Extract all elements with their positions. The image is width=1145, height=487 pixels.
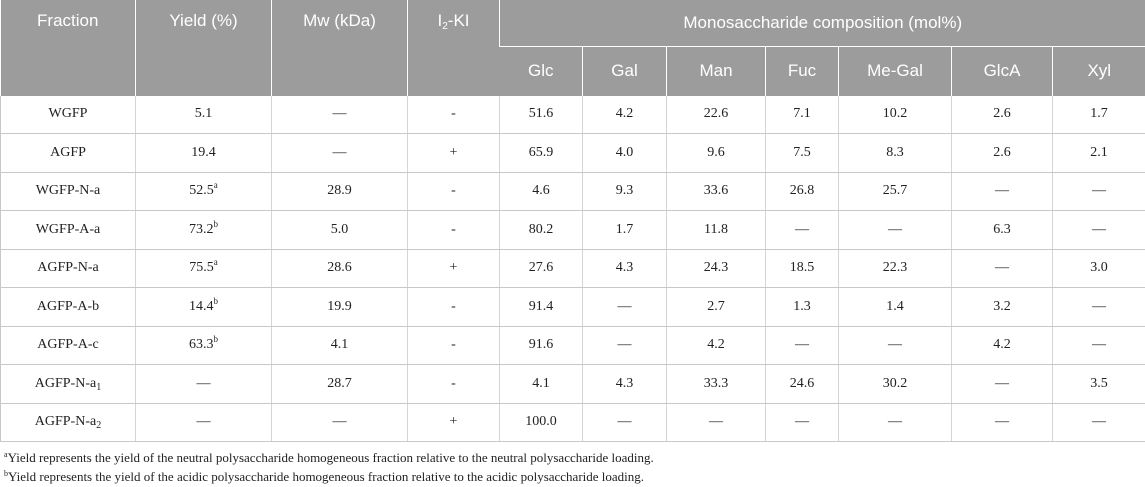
cell-yield-value: 14.4 bbox=[189, 298, 214, 314]
cell-mw bbox=[272, 134, 408, 173]
cell-glca bbox=[952, 96, 1053, 134]
cell-glc bbox=[500, 211, 583, 250]
cell-mw bbox=[272, 172, 408, 211]
cell-glc-value: 4.6 bbox=[532, 183, 550, 199]
cell-me-gal bbox=[839, 134, 952, 173]
cell-yield-value: 5.1 bbox=[194, 106, 213, 122]
cell-man bbox=[667, 172, 766, 211]
cell-fraction bbox=[1, 365, 136, 404]
cell-gal bbox=[583, 403, 667, 442]
cell-fraction bbox=[1, 172, 136, 211]
header-xyl: Xyl bbox=[1053, 46, 1145, 96]
cell-me-gal-value: 22.3 bbox=[882, 260, 908, 276]
table-row bbox=[1, 134, 1145, 173]
cell-yield bbox=[136, 365, 272, 404]
cell-me-gal bbox=[839, 211, 952, 250]
cell-xyl-value: — bbox=[1092, 414, 1106, 430]
cell-gal-value: — bbox=[617, 298, 632, 314]
cell-glc-value: 91.6 bbox=[528, 337, 554, 353]
footnote-text: Yield represents the yield of the neutral polysaccharide homogeneous fraction relative to the neutral polysaccharide loading. bbox=[7, 450, 654, 465]
cell-me-gal bbox=[839, 96, 952, 134]
header-gal: Gal bbox=[583, 46, 667, 96]
cell-glca bbox=[952, 365, 1053, 404]
table-row bbox=[1, 249, 1145, 288]
cell-gal-value: 4.3 bbox=[615, 375, 634, 391]
cell-gal bbox=[583, 96, 667, 134]
cell-yield-value: — bbox=[196, 414, 211, 430]
cell-me-gal bbox=[839, 249, 952, 288]
cell-glca bbox=[952, 326, 1053, 365]
header-iodine-rest: -KI bbox=[447, 11, 470, 30]
cell-glc bbox=[500, 326, 583, 365]
cell-glca-value: 6.3 bbox=[993, 221, 1011, 237]
cell-gal bbox=[583, 134, 667, 173]
cell-yield-value: 19.4 bbox=[191, 144, 216, 160]
cell-yield bbox=[136, 211, 272, 250]
cell-xyl bbox=[1053, 403, 1145, 442]
cell-fraction-value: WGFP-A-a bbox=[35, 221, 101, 237]
cell-fraction-value: AGFP-N-a bbox=[34, 414, 97, 430]
cell-fuc-value: — bbox=[795, 414, 809, 430]
header-iodine-main: I bbox=[437, 11, 443, 30]
cell-xyl-value: 2.1 bbox=[1090, 144, 1108, 160]
cell-fraction-value: AGFP-A-b bbox=[36, 298, 100, 314]
header-me-gal: Me-Gal bbox=[839, 46, 952, 96]
table-row bbox=[1, 288, 1145, 327]
cell-fraction bbox=[1, 249, 136, 288]
cell-me-gal-value: — bbox=[888, 337, 902, 353]
cell-fuc bbox=[766, 326, 839, 365]
cell-xyl-value: — bbox=[1092, 221, 1106, 237]
footnote-mark: b bbox=[4, 469, 8, 478]
cell-xyl bbox=[1053, 211, 1145, 250]
cell-me-gal bbox=[839, 365, 952, 404]
cell-fuc-value: 18.5 bbox=[789, 260, 815, 276]
cell-man bbox=[667, 249, 766, 288]
cell-fuc bbox=[766, 403, 839, 442]
header-man: Man bbox=[667, 46, 766, 96]
cell-fraction bbox=[1, 326, 136, 365]
cell-fraction bbox=[1, 288, 136, 327]
cell-fuc-value: — bbox=[795, 221, 809, 237]
cell-fuc bbox=[766, 211, 839, 250]
cell-xyl bbox=[1053, 288, 1145, 327]
cell-glca-value: — bbox=[995, 183, 1009, 199]
cell-iodine bbox=[408, 365, 500, 404]
cell-xyl bbox=[1053, 96, 1145, 134]
cell-iodine bbox=[408, 134, 500, 173]
cell-glca-value: — bbox=[995, 375, 1009, 391]
cell-fuc bbox=[766, 249, 839, 288]
table-row bbox=[1, 172, 1145, 211]
cell-gal bbox=[583, 288, 667, 327]
cell-fuc-value: 24.6 bbox=[789, 375, 815, 391]
cell-xyl bbox=[1053, 365, 1145, 404]
cell-mw-value: 28.9 bbox=[327, 183, 352, 199]
cell-mw bbox=[272, 96, 408, 134]
cell-man-value: 4.2 bbox=[707, 337, 725, 353]
cell-mw-value: 5.0 bbox=[330, 221, 349, 237]
cell-iodine-value: - bbox=[451, 298, 456, 314]
cell-mw bbox=[272, 249, 408, 288]
cell-gal bbox=[583, 365, 667, 404]
cell-me-gal-value: — bbox=[888, 414, 902, 430]
cell-iodine-value: - bbox=[451, 221, 456, 237]
footnotes bbox=[0, 448, 1145, 486]
cell-xyl bbox=[1053, 326, 1145, 365]
yield-footnote-mark: a bbox=[213, 257, 218, 268]
cell-me-gal-value: 10.2 bbox=[882, 106, 908, 122]
cell-man-value: 24.3 bbox=[703, 260, 729, 276]
cell-gal bbox=[583, 211, 667, 250]
header-composition: Monosaccharide composition (mol%) bbox=[500, 0, 1145, 46]
cell-mw bbox=[272, 326, 408, 365]
cell-xyl-value: — bbox=[1092, 298, 1106, 314]
cell-iodine-value: + bbox=[449, 414, 458, 430]
yield-footnote-mark: a bbox=[213, 180, 218, 191]
cell-man-value: 22.6 bbox=[703, 106, 729, 122]
cell-mw-value: — bbox=[332, 414, 347, 430]
cell-iodine bbox=[408, 326, 500, 365]
cell-me-gal bbox=[839, 403, 952, 442]
footnote-a bbox=[0, 448, 1145, 467]
cell-man-value: — bbox=[709, 414, 723, 430]
header-fraction: Fraction bbox=[1, 0, 136, 96]
cell-gal-value: — bbox=[617, 337, 632, 353]
cell-man bbox=[667, 403, 766, 442]
cell-yield-value: 52.5 bbox=[189, 183, 214, 199]
cell-iodine bbox=[408, 172, 500, 211]
cell-xyl-value: 3.0 bbox=[1090, 260, 1108, 276]
cell-man-value: 2.7 bbox=[707, 298, 725, 314]
cell-iodine bbox=[408, 403, 500, 442]
cell-mw-value: 4.1 bbox=[330, 337, 349, 353]
table-row bbox=[1, 365, 1145, 404]
cell-fuc-value: 26.8 bbox=[789, 183, 815, 199]
cell-glc-value: 27.6 bbox=[528, 260, 554, 276]
cell-mw-value: — bbox=[332, 144, 347, 160]
cell-glca bbox=[952, 134, 1053, 173]
cell-glca-value: 2.6 bbox=[993, 144, 1011, 160]
cell-glca-value: 3.2 bbox=[993, 298, 1011, 314]
cell-glc bbox=[500, 365, 583, 404]
cell-gal-value: 1.7 bbox=[615, 221, 634, 237]
cell-iodine bbox=[408, 288, 500, 327]
cell-mw-value: 28.7 bbox=[327, 375, 352, 391]
cell-xyl bbox=[1053, 249, 1145, 288]
fraction-subscript: 1 bbox=[96, 381, 102, 393]
header-iodine bbox=[408, 0, 500, 96]
cell-fuc bbox=[766, 172, 839, 211]
cell-glc bbox=[500, 249, 583, 288]
cell-man bbox=[667, 134, 766, 173]
table-row bbox=[1, 403, 1145, 442]
cell-glca-value: 2.6 bbox=[993, 106, 1011, 122]
yield-footnote-mark: b bbox=[213, 295, 218, 306]
cell-iodine-value: - bbox=[451, 106, 456, 122]
cell-fuc-value: 7.1 bbox=[793, 106, 811, 122]
cell-glca bbox=[952, 172, 1053, 211]
table-row bbox=[1, 326, 1145, 365]
cell-mw bbox=[272, 365, 408, 404]
cell-glc bbox=[500, 134, 583, 173]
table-body bbox=[1, 96, 1145, 442]
cell-gal-value: 4.0 bbox=[615, 144, 634, 160]
cell-yield-value: 75.5 bbox=[189, 260, 214, 276]
footnote-text: Yield represents the yield of the acidic polysaccharide homogeneous fraction relative to the acidic polysaccharide loading. bbox=[8, 469, 645, 484]
header-fuc: Fuc bbox=[766, 46, 839, 96]
cell-gal-value: — bbox=[617, 414, 632, 430]
cell-xyl-value: 3.5 bbox=[1090, 375, 1108, 391]
cell-me-gal-value: 1.4 bbox=[886, 298, 904, 314]
table-row bbox=[1, 211, 1145, 250]
header-mw: Mw (kDa) bbox=[272, 0, 408, 96]
cell-gal-value: 4.2 bbox=[615, 106, 634, 122]
cell-gal bbox=[583, 249, 667, 288]
header-iodine-sub: 2 bbox=[442, 21, 448, 32]
cell-yield bbox=[136, 249, 272, 288]
table-header bbox=[1, 0, 1145, 96]
cell-iodine-value: - bbox=[451, 337, 456, 353]
cell-glc-value: 65.9 bbox=[528, 144, 554, 160]
cell-fraction-value: AGFP-N-a bbox=[37, 260, 99, 276]
cell-yield bbox=[136, 326, 272, 365]
cell-glca bbox=[952, 211, 1053, 250]
cell-yield-value: 73.2 bbox=[189, 221, 214, 237]
header-yield: Yield (%) bbox=[136, 0, 272, 96]
cell-iodine bbox=[408, 249, 500, 288]
cell-fraction bbox=[1, 96, 136, 134]
cell-glca bbox=[952, 403, 1053, 442]
cell-fraction-value: WGFP-N-a bbox=[35, 183, 101, 199]
cell-glc-value: 51.6 bbox=[528, 106, 554, 122]
cell-yield bbox=[136, 288, 272, 327]
cell-mw-value: — bbox=[332, 106, 347, 122]
cell-gal-value: 9.3 bbox=[615, 183, 634, 199]
cell-man bbox=[667, 96, 766, 134]
cell-fuc bbox=[766, 365, 839, 404]
cell-yield bbox=[136, 134, 272, 173]
cell-glca bbox=[952, 288, 1053, 327]
cell-iodine-value: - bbox=[451, 183, 456, 199]
cell-mw bbox=[272, 403, 408, 442]
header-glca: GlcA bbox=[952, 46, 1053, 96]
cell-glca-value: — bbox=[995, 414, 1009, 430]
cell-iodine-value: + bbox=[449, 260, 458, 276]
cell-fraction bbox=[1, 211, 136, 250]
cell-glc-value: 91.4 bbox=[528, 298, 554, 314]
cell-man bbox=[667, 326, 766, 365]
cell-xyl bbox=[1053, 134, 1145, 173]
cell-gal bbox=[583, 326, 667, 365]
cell-yield-value: — bbox=[196, 375, 211, 391]
table-row bbox=[1, 96, 1145, 134]
cell-fuc bbox=[766, 288, 839, 327]
cell-glca-value: 4.2 bbox=[993, 337, 1011, 353]
cell-fuc bbox=[766, 134, 839, 173]
cell-yield bbox=[136, 403, 272, 442]
cell-gal-value: 4.3 bbox=[615, 260, 634, 276]
cell-fraction-value: AGFP bbox=[50, 144, 86, 160]
cell-mw bbox=[272, 211, 408, 250]
header-glc: Glc bbox=[500, 46, 583, 96]
cell-glc bbox=[500, 172, 583, 211]
cell-me-gal bbox=[839, 172, 952, 211]
cell-xyl-value: — bbox=[1092, 337, 1106, 353]
yield-footnote-mark: b bbox=[213, 218, 218, 229]
cell-me-gal-value: 8.3 bbox=[886, 144, 904, 160]
cell-me-gal bbox=[839, 288, 952, 327]
cell-man bbox=[667, 365, 766, 404]
cell-glc-value: 80.2 bbox=[528, 221, 554, 237]
fraction-subscript: 2 bbox=[96, 420, 102, 432]
cell-iodine-value: + bbox=[449, 144, 458, 160]
cell-yield bbox=[136, 172, 272, 211]
cell-glc bbox=[500, 96, 583, 134]
cell-fuc-value: 1.3 bbox=[793, 298, 811, 314]
cell-glc bbox=[500, 288, 583, 327]
cell-me-gal-value: 25.7 bbox=[882, 183, 908, 199]
cell-glca bbox=[952, 249, 1053, 288]
cell-iodine bbox=[408, 211, 500, 250]
cell-mw-value: 28.6 bbox=[327, 260, 352, 276]
cell-man-value: 33.6 bbox=[703, 183, 729, 199]
cell-mw-value: 19.9 bbox=[327, 298, 352, 314]
cell-glc-value: 100.0 bbox=[525, 414, 557, 430]
cell-xyl-value: — bbox=[1092, 183, 1106, 199]
cell-yield bbox=[136, 96, 272, 134]
cell-xyl-value: 1.7 bbox=[1090, 106, 1108, 122]
cell-mw bbox=[272, 288, 408, 327]
cell-glc-value: 4.1 bbox=[532, 375, 550, 391]
footnote-mark: a bbox=[4, 450, 8, 459]
cell-man bbox=[667, 288, 766, 327]
cell-fraction bbox=[1, 403, 136, 442]
cell-yield-value: 63.3 bbox=[189, 337, 214, 353]
cell-fraction-value: WGFP bbox=[48, 106, 88, 122]
cell-iodine-value: - bbox=[451, 375, 456, 391]
cell-me-gal bbox=[839, 326, 952, 365]
cell-man bbox=[667, 211, 766, 250]
cell-xyl bbox=[1053, 172, 1145, 211]
cell-fuc bbox=[766, 96, 839, 134]
cell-glca-value: — bbox=[995, 260, 1009, 276]
cell-man-value: 9.6 bbox=[707, 144, 725, 160]
cell-me-gal-value: — bbox=[888, 221, 902, 237]
cell-iodine bbox=[408, 96, 500, 134]
cell-gal bbox=[583, 172, 667, 211]
footnote-b bbox=[0, 467, 1145, 486]
cell-fuc-value: 7.5 bbox=[793, 144, 811, 160]
cell-man-value: 33.3 bbox=[703, 375, 729, 391]
cell-fraction bbox=[1, 134, 136, 173]
cell-fraction-value: AGFP-N-a bbox=[34, 375, 97, 391]
cell-me-gal-value: 30.2 bbox=[882, 375, 908, 391]
cell-man-value: 11.8 bbox=[704, 221, 728, 237]
cell-fraction-value: AGFP-A-c bbox=[37, 337, 99, 353]
cell-glc bbox=[500, 403, 583, 442]
cell-fuc-value: — bbox=[795, 337, 809, 353]
yield-footnote-mark: b bbox=[213, 334, 218, 345]
